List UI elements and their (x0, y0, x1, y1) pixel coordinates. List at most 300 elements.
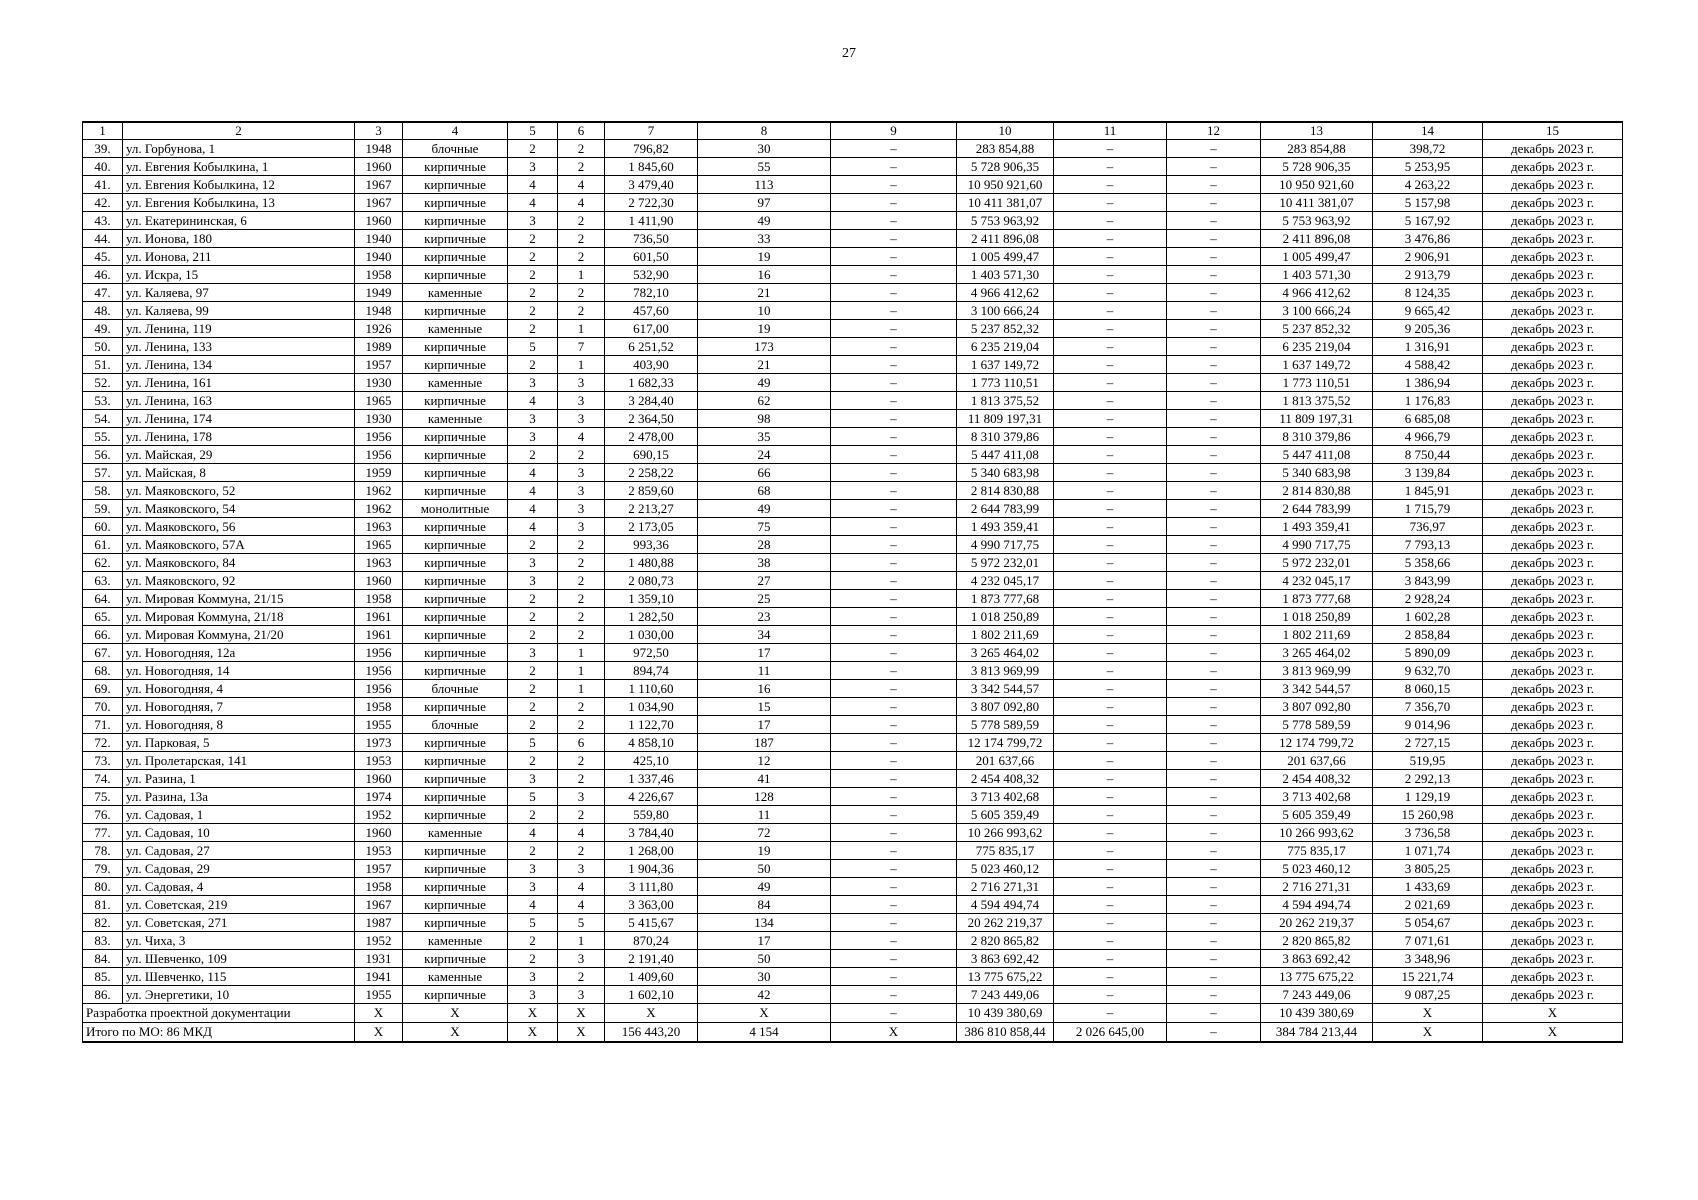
value-9-cell: – (831, 860, 957, 878)
entrances-cell: 2 (558, 140, 605, 158)
row-number-cell: 80. (83, 878, 123, 896)
entrances-cell: 4 (558, 878, 605, 896)
value-11-cell: – (1054, 788, 1167, 806)
entrances-cell: 2 (558, 554, 605, 572)
value-11-cell: – (1054, 266, 1167, 284)
residents-cell: 41 (698, 770, 831, 788)
residents-cell: 134 (698, 914, 831, 932)
wall-material-cell: кирпичные (403, 572, 508, 590)
value-9-cell: – (831, 752, 957, 770)
residents-cell: 34 (698, 626, 831, 644)
total-area-cell: 3 363,00 (605, 896, 698, 914)
table-row (83, 392, 1623, 410)
total-area-cell: 617,00 (605, 320, 698, 338)
table-row (83, 338, 1623, 356)
cost-13-cell: 3 342 544,57 (1261, 680, 1373, 698)
value-9-cell: – (831, 842, 957, 860)
value-9-cell: – (831, 302, 957, 320)
deadline-cell: декабрь 2023 г. (1483, 968, 1623, 986)
year-built-cell: 1956 (355, 644, 403, 662)
table-row (83, 842, 1623, 860)
summary-cell: X (508, 1004, 558, 1023)
deadline-cell: декабрь 2023 г. (1483, 770, 1623, 788)
residents-cell: 21 (698, 284, 831, 302)
value-12-cell: – (1167, 788, 1261, 806)
floors-cell: 2 (508, 320, 558, 338)
deadline-cell: декабрь 2023 г. (1483, 860, 1623, 878)
cost-per-sqm-cell: 9 632,70 (1373, 662, 1483, 680)
wall-material-cell: кирпичные (403, 158, 508, 176)
value-11-cell: – (1054, 518, 1167, 536)
value-12-cell: – (1167, 428, 1261, 446)
value-9-cell: – (831, 590, 957, 608)
value-12-cell: – (1167, 626, 1261, 644)
wall-material-cell: кирпичные (403, 230, 508, 248)
address-cell: ул. Маяковского, 84 (123, 554, 355, 572)
cost-per-sqm-cell: 1 715,79 (1373, 500, 1483, 518)
cost-per-sqm-cell: 7 071,61 (1373, 932, 1483, 950)
value-9-cell: – (831, 518, 957, 536)
row-number-cell: 39. (83, 140, 123, 158)
floors-cell: 3 (508, 770, 558, 788)
address-cell: ул. Чиха, 3 (123, 932, 355, 950)
residents-cell: 49 (698, 500, 831, 518)
entrances-cell: 4 (558, 176, 605, 194)
value-11-cell: – (1054, 374, 1167, 392)
value-9-cell: – (831, 626, 957, 644)
summary-cell: X (698, 1004, 831, 1023)
table-row (83, 536, 1623, 554)
address-cell: ул. Маяковского, 57А (123, 536, 355, 554)
deadline-cell: декабрь 2023 г. (1483, 212, 1623, 230)
cost-13-cell: 1 773 110,51 (1261, 374, 1373, 392)
year-built-cell: 1958 (355, 698, 403, 716)
address-cell: ул. Новогодняя, 8 (123, 716, 355, 734)
year-built-cell: 1948 (355, 302, 403, 320)
cost-per-sqm-cell: 3 348,96 (1373, 950, 1483, 968)
residents-cell: 55 (698, 158, 831, 176)
cost-per-sqm-cell: 2 021,69 (1373, 896, 1483, 914)
floors-cell: 2 (508, 626, 558, 644)
total-area-cell: 1 904,36 (605, 860, 698, 878)
year-built-cell: 1957 (355, 356, 403, 374)
row-number-cell: 75. (83, 788, 123, 806)
address-cell: ул. Каляева, 97 (123, 284, 355, 302)
entrances-cell: 2 (558, 698, 605, 716)
column-number-header: 7 (605, 122, 698, 140)
entrances-cell: 2 (558, 572, 605, 590)
deadline-cell: декабрь 2023 г. (1483, 842, 1623, 860)
residents-cell: 33 (698, 230, 831, 248)
value-12-cell: – (1167, 518, 1261, 536)
total-cost-cell: 1 813 375,52 (957, 392, 1054, 410)
summary-cell: 156 443,20 (605, 1023, 698, 1043)
deadline-cell: декабрь 2023 г. (1483, 752, 1623, 770)
entrances-cell: 3 (558, 500, 605, 518)
value-9-cell: – (831, 734, 957, 752)
table-row (83, 608, 1623, 626)
deadline-cell: декабрь 2023 г. (1483, 194, 1623, 212)
row-number-cell: 53. (83, 392, 123, 410)
residents-cell: 27 (698, 572, 831, 590)
value-11-cell: – (1054, 590, 1167, 608)
value-11-cell: – (1054, 338, 1167, 356)
year-built-cell: 1952 (355, 932, 403, 950)
floors-cell: 4 (508, 194, 558, 212)
table-row (83, 662, 1623, 680)
wall-material-cell: кирпичные (403, 194, 508, 212)
deadline-cell: декабрь 2023 г. (1483, 806, 1623, 824)
floors-cell: 2 (508, 536, 558, 554)
total-area-cell: 1 845,60 (605, 158, 698, 176)
cost-per-sqm-cell: 9 665,42 (1373, 302, 1483, 320)
residents-cell: 49 (698, 212, 831, 230)
table-row (83, 428, 1623, 446)
entrances-cell: 4 (558, 824, 605, 842)
deadline-cell: декабрь 2023 г. (1483, 950, 1623, 968)
table-row (83, 176, 1623, 194)
row-number-cell: 74. (83, 770, 123, 788)
address-cell: ул. Садовая, 1 (123, 806, 355, 824)
total-cost-cell: 20 262 219,37 (957, 914, 1054, 932)
column-number-header: 6 (558, 122, 605, 140)
cost-per-sqm-cell: 15 221,74 (1373, 968, 1483, 986)
deadline-cell: декабрь 2023 г. (1483, 302, 1623, 320)
total-area-cell: 425,10 (605, 752, 698, 770)
cost-per-sqm-cell: 1 129,19 (1373, 788, 1483, 806)
residents-cell: 49 (698, 374, 831, 392)
entrances-cell: 2 (558, 716, 605, 734)
wall-material-cell: кирпичные (403, 536, 508, 554)
total-cost-cell: 3 807 092,80 (957, 698, 1054, 716)
address-cell: ул. Ленина, 133 (123, 338, 355, 356)
floors-cell: 3 (508, 410, 558, 428)
address-cell: ул. Новогодняя, 12а (123, 644, 355, 662)
value-11-cell: – (1054, 158, 1167, 176)
address-cell: ул. Каляева, 99 (123, 302, 355, 320)
row-number-cell: 54. (83, 410, 123, 428)
row-number-cell: 71. (83, 716, 123, 734)
value-11-cell: – (1054, 500, 1167, 518)
address-cell: ул. Разина, 1 (123, 770, 355, 788)
row-number-cell: 67. (83, 644, 123, 662)
value-11-cell: – (1054, 428, 1167, 446)
wall-material-cell: кирпичные (403, 860, 508, 878)
summary-cell: X (558, 1004, 605, 1023)
total-cost-cell: 4 966 412,62 (957, 284, 1054, 302)
wall-material-cell: кирпичные (403, 896, 508, 914)
residents-cell: 30 (698, 968, 831, 986)
cost-13-cell: 2 820 865,82 (1261, 932, 1373, 950)
total-area-cell: 1 480,88 (605, 554, 698, 572)
floors-cell: 3 (508, 968, 558, 986)
entrances-cell: 3 (558, 518, 605, 536)
address-cell: ул. Садовая, 27 (123, 842, 355, 860)
value-11-cell: – (1054, 464, 1167, 482)
row-number-cell: 45. (83, 248, 123, 266)
deadline-cell: декабрь 2023 г. (1483, 428, 1623, 446)
entrances-cell: 3 (558, 986, 605, 1004)
value-12-cell: – (1167, 878, 1261, 896)
year-built-cell: 1926 (355, 320, 403, 338)
summary-cell: X (403, 1023, 508, 1043)
total-cost-cell: 5 237 852,32 (957, 320, 1054, 338)
floors-cell: 3 (508, 572, 558, 590)
address-cell: ул. Садовая, 4 (123, 878, 355, 896)
wall-material-cell: каменные (403, 932, 508, 950)
value-11-cell: – (1054, 698, 1167, 716)
floors-cell: 4 (508, 896, 558, 914)
value-11-cell: – (1054, 410, 1167, 428)
value-11-cell: – (1054, 644, 1167, 662)
wall-material-cell: кирпичные (403, 770, 508, 788)
total-area-cell: 2 173,05 (605, 518, 698, 536)
residents-cell: 19 (698, 842, 831, 860)
entrances-cell: 3 (558, 392, 605, 410)
year-built-cell: 1967 (355, 896, 403, 914)
total-area-cell: 2 080,73 (605, 572, 698, 590)
cost-per-sqm-cell: 8 060,15 (1373, 680, 1483, 698)
floors-cell: 3 (508, 158, 558, 176)
total-cost-cell: 2 814 830,88 (957, 482, 1054, 500)
cost-13-cell: 3 807 092,80 (1261, 698, 1373, 716)
value-11-cell: – (1054, 626, 1167, 644)
year-built-cell: 1941 (355, 968, 403, 986)
year-built-cell: 1960 (355, 770, 403, 788)
value-9-cell: – (831, 572, 957, 590)
row-number-cell: 69. (83, 680, 123, 698)
residents-cell: 128 (698, 788, 831, 806)
row-number-cell: 51. (83, 356, 123, 374)
value-11-cell: – (1054, 356, 1167, 374)
year-built-cell: 1940 (355, 230, 403, 248)
summary-cell: X (1373, 1023, 1483, 1043)
total-area-cell: 1 122,70 (605, 716, 698, 734)
address-cell: ул. Садовая, 29 (123, 860, 355, 878)
year-built-cell: 1973 (355, 734, 403, 752)
wall-material-cell: кирпичные (403, 698, 508, 716)
table-row (83, 860, 1623, 878)
summary-cell: X (403, 1004, 508, 1023)
year-built-cell: 1953 (355, 842, 403, 860)
wall-material-cell: кирпичные (403, 482, 508, 500)
table-row (83, 140, 1623, 158)
table-row (83, 734, 1623, 752)
floors-cell: 2 (508, 446, 558, 464)
value-11-cell: – (1054, 572, 1167, 590)
cost-per-sqm-cell: 3 736,58 (1373, 824, 1483, 842)
value-12-cell: – (1167, 680, 1261, 698)
cost-13-cell: 5 972 232,01 (1261, 554, 1373, 572)
total-area-cell: 1 411,90 (605, 212, 698, 230)
column-number-header: 3 (355, 122, 403, 140)
row-number-cell: 73. (83, 752, 123, 770)
deadline-cell: декабрь 2023 г. (1483, 482, 1623, 500)
total-area-cell: 736,50 (605, 230, 698, 248)
year-built-cell: 1960 (355, 572, 403, 590)
total-cost-cell: 4 990 717,75 (957, 536, 1054, 554)
total-area-cell: 601,50 (605, 248, 698, 266)
total-cost-cell: 4 232 045,17 (957, 572, 1054, 590)
address-cell: ул. Мировая Коммуна, 21/20 (123, 626, 355, 644)
address-cell: ул. Пролетарская, 141 (123, 752, 355, 770)
row-number-cell: 66. (83, 626, 123, 644)
row-number-cell: 86. (83, 986, 123, 1004)
year-built-cell: 1940 (355, 248, 403, 266)
value-11-cell: – (1054, 554, 1167, 572)
year-built-cell: 1956 (355, 428, 403, 446)
cost-per-sqm-cell: 15 260,98 (1373, 806, 1483, 824)
table-row (83, 266, 1623, 284)
cost-per-sqm-cell: 1 845,91 (1373, 482, 1483, 500)
cost-13-cell: 8 310 379,86 (1261, 428, 1373, 446)
total-cost-cell: 1 802 211,69 (957, 626, 1054, 644)
cost-per-sqm-cell: 9 014,96 (1373, 716, 1483, 734)
total-area-cell: 1 282,50 (605, 608, 698, 626)
value-12-cell: – (1167, 644, 1261, 662)
total-cost-cell: 5 728 906,35 (957, 158, 1054, 176)
year-built-cell: 1958 (355, 590, 403, 608)
year-built-cell: 1959 (355, 464, 403, 482)
floors-cell: 3 (508, 860, 558, 878)
floors-cell: 2 (508, 284, 558, 302)
wall-material-cell: блочные (403, 716, 508, 734)
value-11-cell: – (1054, 932, 1167, 950)
deadline-cell: декабрь 2023 г. (1483, 788, 1623, 806)
entrances-cell: 5 (558, 914, 605, 932)
row-number-cell: 78. (83, 842, 123, 860)
deadline-cell: декабрь 2023 г. (1483, 716, 1623, 734)
entrances-cell: 4 (558, 896, 605, 914)
table-row (83, 806, 1623, 824)
row-number-cell: 68. (83, 662, 123, 680)
floors-cell: 2 (508, 806, 558, 824)
row-number-cell: 84. (83, 950, 123, 968)
floors-cell: 3 (508, 878, 558, 896)
column-number-header: 12 (1167, 122, 1261, 140)
cost-13-cell: 5 340 683,98 (1261, 464, 1373, 482)
table-row (83, 518, 1623, 536)
summary-cell: X (605, 1004, 698, 1023)
value-11-cell: – (1054, 770, 1167, 788)
year-built-cell: 1948 (355, 140, 403, 158)
table-row (83, 374, 1623, 392)
total-cost-cell: 5 447 411,08 (957, 446, 1054, 464)
table-row (83, 896, 1623, 914)
floors-cell: 4 (508, 482, 558, 500)
year-built-cell: 1963 (355, 518, 403, 536)
cost-per-sqm-cell: 398,72 (1373, 140, 1483, 158)
total-area-cell: 2 258,22 (605, 464, 698, 482)
cost-13-cell: 1 813 375,52 (1261, 392, 1373, 410)
wall-material-cell: кирпичные (403, 788, 508, 806)
entrances-cell: 2 (558, 302, 605, 320)
entrances-cell: 1 (558, 932, 605, 950)
value-9-cell: – (831, 320, 957, 338)
cost-13-cell: 5 447 411,08 (1261, 446, 1373, 464)
total-cost-cell: 4 594 494,74 (957, 896, 1054, 914)
deadline-cell: декабрь 2023 г. (1483, 410, 1623, 428)
total-cost-cell: 1 637 149,72 (957, 356, 1054, 374)
value-9-cell: – (831, 950, 957, 968)
wall-material-cell: кирпичные (403, 590, 508, 608)
value-11-cell: – (1054, 806, 1167, 824)
value-12-cell: – (1167, 284, 1261, 302)
total-area-cell: 1 602,10 (605, 986, 698, 1004)
summary-cell: X (558, 1023, 605, 1043)
value-9-cell: – (831, 284, 957, 302)
cost-per-sqm-cell: 1 176,83 (1373, 392, 1483, 410)
entrances-cell: 2 (558, 248, 605, 266)
summary-cell: – (831, 1004, 957, 1023)
wall-material-cell: кирпичные (403, 842, 508, 860)
total-area-cell: 5 415,67 (605, 914, 698, 932)
address-cell: ул. Ленина, 178 (123, 428, 355, 446)
deadline-cell: декабрь 2023 г. (1483, 158, 1623, 176)
address-cell: ул. Маяковского, 56 (123, 518, 355, 536)
value-12-cell: – (1167, 392, 1261, 410)
cost-13-cell: 5 778 589,59 (1261, 716, 1373, 734)
column-number-header: 9 (831, 122, 957, 140)
value-9-cell: – (831, 356, 957, 374)
total-cost-cell: 10 411 381,07 (957, 194, 1054, 212)
row-number-cell: 58. (83, 482, 123, 500)
deadline-cell: декабрь 2023 г. (1483, 608, 1623, 626)
residents-cell: 35 (698, 428, 831, 446)
value-12-cell: – (1167, 374, 1261, 392)
value-9-cell: – (831, 410, 957, 428)
address-cell: ул. Ленина, 134 (123, 356, 355, 374)
total-area-cell: 3 784,40 (605, 824, 698, 842)
total-cost-cell: 2 411 896,08 (957, 230, 1054, 248)
column-number-header: 4 (403, 122, 508, 140)
floors-cell: 2 (508, 248, 558, 266)
value-9-cell: – (831, 896, 957, 914)
entrances-cell: 2 (558, 608, 605, 626)
value-11-cell: – (1054, 140, 1167, 158)
cost-13-cell: 10 411 381,07 (1261, 194, 1373, 212)
total-area-cell: 532,90 (605, 266, 698, 284)
year-built-cell: 1930 (355, 410, 403, 428)
floors-cell: 2 (508, 752, 558, 770)
total-area-cell: 2 364,50 (605, 410, 698, 428)
floors-cell: 2 (508, 356, 558, 374)
total-area-cell: 782,10 (605, 284, 698, 302)
deadline-cell: декабрь 2023 г. (1483, 680, 1623, 698)
value-9-cell: – (831, 446, 957, 464)
total-cost-cell: 13 775 675,22 (957, 968, 1054, 986)
wall-material-cell: каменные (403, 410, 508, 428)
summary-cell: – (1167, 1004, 1261, 1023)
total-area-cell: 457,60 (605, 302, 698, 320)
value-9-cell: – (831, 914, 957, 932)
residents-cell: 68 (698, 482, 831, 500)
year-built-cell: 1974 (355, 788, 403, 806)
residents-cell: 19 (698, 320, 831, 338)
cost-per-sqm-cell: 2 858,84 (1373, 626, 1483, 644)
cost-per-sqm-cell: 2 928,24 (1373, 590, 1483, 608)
year-built-cell: 1960 (355, 212, 403, 230)
cost-13-cell: 13 775 675,22 (1261, 968, 1373, 986)
value-11-cell: – (1054, 392, 1167, 410)
deadline-cell: декабрь 2023 г. (1483, 572, 1623, 590)
residents-cell: 97 (698, 194, 831, 212)
address-cell: ул. Парковая, 5 (123, 734, 355, 752)
cost-13-cell: 1 637 149,72 (1261, 356, 1373, 374)
value-12-cell: – (1167, 968, 1261, 986)
entrances-cell: 4 (558, 428, 605, 446)
address-cell: ул. Ленина, 161 (123, 374, 355, 392)
